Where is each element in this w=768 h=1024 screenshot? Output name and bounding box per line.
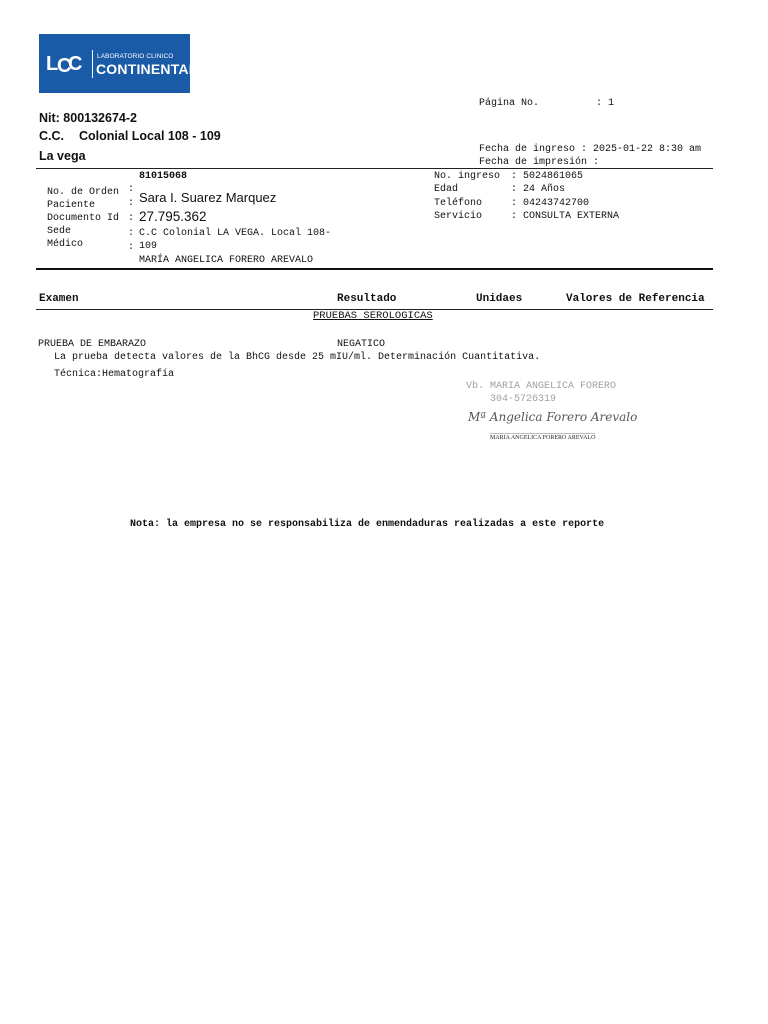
logo-name: CONTINENTAL	[96, 61, 198, 77]
exam-note: La prueba detecta valores de la BhCG desde 25 mIU/ml. Determinación Cuantitativa.	[54, 352, 541, 363]
signature-printed-name: MARIA ANGELICA FORERO AREVALO	[490, 435, 596, 441]
header-referencia: Valores de Referencia	[566, 293, 705, 305]
lab-logo-mark-icon	[46, 48, 88, 78]
value-telefono: : 04243742700	[511, 198, 590, 209]
exam-technique: Técnica:Hematografía	[54, 369, 175, 380]
signature-handwriting: Mª Angelica Forero Arevalo	[468, 410, 638, 424]
value-no-ingreso: : 5024861065	[511, 171, 584, 182]
exam-name: PRUEBA DE EMBARAZO	[38, 339, 147, 350]
section-title: PRUEBAS SEROLOGICAS	[313, 310, 433, 322]
header-unidades: Unidaes	[476, 293, 523, 305]
company-nit: Nit: 800132674-2	[39, 111, 137, 125]
patient-rule	[36, 268, 713, 270]
colon-paciente: :	[128, 198, 135, 209]
colon-orden: :	[128, 184, 135, 195]
lab-logo	[39, 34, 198, 93]
colon-documento: :	[128, 213, 135, 224]
sede-line-2: 109	[139, 241, 158, 252]
signature-vb: Vb. MARIA ANGELICA FORERO	[466, 381, 617, 392]
company-city: La vega	[39, 149, 86, 163]
svg-text:C: C	[57, 55, 72, 77]
label-orden: No. de Orden	[47, 187, 120, 198]
page-label: Página No.	[479, 98, 540, 109]
colon-medico: :	[128, 242, 135, 253]
label-no-ingreso: No. ingreso	[434, 171, 501, 182]
company-address: Colonial Local 108 - 109	[79, 129, 221, 143]
label-servicio: Servicio	[434, 211, 483, 222]
logo-divider	[92, 50, 93, 78]
patient-document: 27.795.362	[139, 209, 207, 224]
value-edad: : 24 Años	[511, 184, 566, 195]
header-resultado: Resultado	[337, 293, 397, 305]
label-medico: Médico	[47, 239, 84, 250]
order-number: 81015068	[139, 171, 188, 182]
patient-name: Sara I. Suarez Marquez	[139, 190, 277, 205]
medico-name: MARÍA ANGELICA FORERO AREVALO	[139, 255, 314, 266]
fecha-impresion: Fecha de impresión :	[479, 157, 600, 168]
value-servicio: : CONSULTA EXTERNA	[511, 211, 620, 222]
page-number: 1	[608, 98, 615, 109]
label-edad: Edad	[434, 184, 459, 195]
header-rule	[36, 168, 713, 169]
header-examen: Examen	[39, 293, 79, 305]
label-documento: Documento Id	[47, 213, 120, 224]
page-sep: :	[596, 98, 603, 109]
label-paciente: Paciente	[47, 200, 96, 211]
label-sede: Sede	[47, 226, 72, 237]
label-telefono: Teléfono	[434, 198, 483, 209]
colon-sede: :	[128, 228, 135, 239]
signature-phone: 304-5726319	[490, 394, 557, 405]
exam-result: NEGATICO	[337, 339, 386, 350]
logo-subtitle: LABORATORIO CLINICO	[97, 53, 174, 60]
footer-note: Nota: la empresa no se responsabiliza de enmendaduras realizadas a este reporte	[130, 519, 605, 530]
sede-line-1: C.C Colonial LA VEGA. Local 108-	[139, 228, 332, 239]
company-address-prefix: C.C.	[39, 129, 64, 143]
svg-text:C: C	[68, 53, 83, 75]
fecha-ingreso: Fecha de ingreso : 2025-01-22 8:30 am	[479, 144, 702, 155]
svg-text:L: L	[46, 53, 59, 75]
